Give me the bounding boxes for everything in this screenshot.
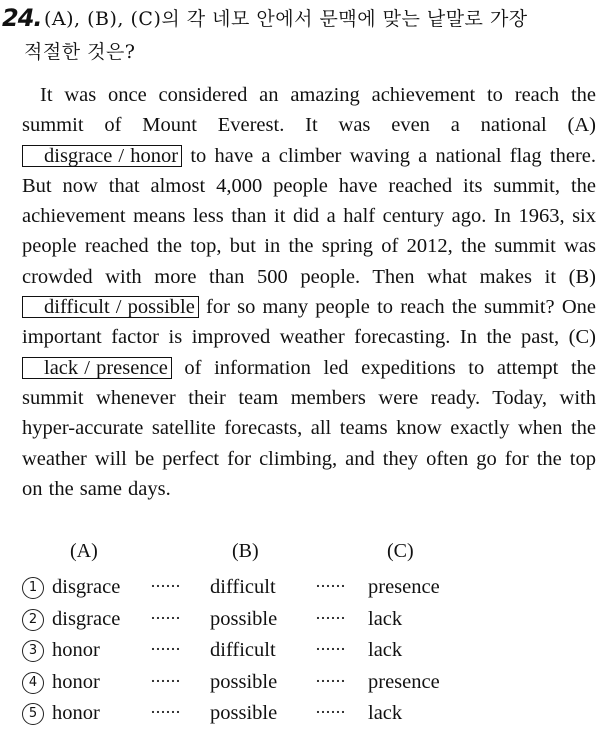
- choice-c: lack: [368, 639, 403, 661]
- choice-a: honor: [52, 670, 100, 693]
- leader-dots: ······: [150, 702, 180, 722]
- passage-text-4: of information led expeditions to attempt the summit whenever their team members were ready. Today, with hyper-accurate satellite forecasts, all teams know exactly when the weather will be perfect for climbing, and they often go for the top on the same days.: [22, 356, 596, 500]
- column-header-a: (A): [70, 540, 98, 562]
- leader-dots: ······: [315, 607, 345, 628]
- leader-dots: ······: [150, 639, 180, 659]
- option-box-b: difficult / possible: [22, 296, 199, 318]
- choice-row-4[interactable]: [0, 671, 613, 701]
- choice-b: possible: [210, 702, 278, 724]
- choice-row-1[interactable]: [0, 576, 613, 606]
- option-box-a: disgrace / honor: [22, 145, 182, 167]
- choice-a: honor: [52, 639, 100, 661]
- passage-paragraph: [22, 80, 596, 504]
- passage: [22, 80, 596, 504]
- choice-number: 1: [22, 577, 44, 599]
- choice-number: 5: [22, 703, 44, 725]
- passage-text-2: to have a climber waving a national flag there. But now that almost 4,000 people have reached its summit, the achievement means less than it did a half century ago. In 1963, six people reached the top, but in the spring of 2012, the summit was crowded with more than 500 people. Then what makes it (B): [22, 144, 596, 288]
- choice-b: difficult: [210, 639, 276, 661]
- question-number: 24.: [2, 4, 42, 32]
- passage-text-1: It was once considered an amazing achievement to reach the summit of Mount Everest. It was even a national (A): [22, 84, 596, 137]
- choice-c: presence: [368, 670, 440, 693]
- passage-text-3: for so many people to reach the summit? One important factor is improved weather forecasting. In the past, (C): [22, 296, 596, 349]
- choice-number: 4: [22, 672, 44, 694]
- choice-c: presence: [368, 576, 440, 598]
- leader-dots: ······: [150, 670, 180, 691]
- leader-dots: ······: [315, 639, 345, 659]
- choice-number: 2: [22, 609, 44, 631]
- choice-c: lack: [368, 702, 403, 724]
- choice-a: disgrace: [52, 576, 121, 598]
- leader-dots: ······: [150, 607, 180, 628]
- question-prompt-line2: 적절한 것은?: [24, 41, 136, 63]
- choice-row-5[interactable]: [0, 702, 613, 732]
- column-header-c: (C): [387, 540, 414, 562]
- option-box-c: lack / presence: [22, 357, 172, 379]
- choice-a: honor: [52, 702, 100, 724]
- choice-number: 3: [22, 640, 44, 662]
- leader-dots: ······: [315, 702, 345, 722]
- choice-row-2[interactable]: [0, 608, 613, 638]
- choice-b: possible: [210, 607, 278, 630]
- column-header-b: (B): [232, 540, 259, 562]
- choice-row-3[interactable]: [0, 639, 613, 669]
- choice-c: lack: [368, 607, 403, 630]
- choice-a: disgrace: [52, 607, 121, 630]
- leader-dots: ······: [315, 576, 345, 596]
- question-prompt-line1: (A), (B), (C)의 각 네모 안에서 문맥에 맞는 낱말로 가장: [44, 8, 528, 30]
- leader-dots: ······: [150, 576, 180, 596]
- choice-b: difficult: [210, 576, 276, 598]
- choice-b: possible: [210, 670, 278, 693]
- leader-dots: ······: [315, 670, 345, 691]
